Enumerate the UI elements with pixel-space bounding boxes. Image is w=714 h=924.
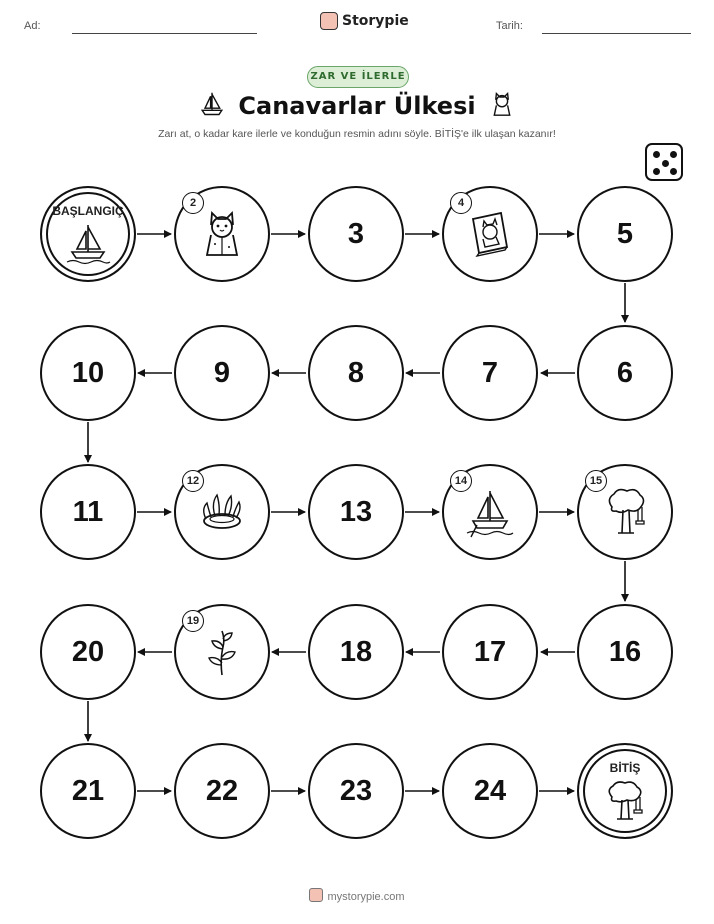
- footer: [0, 888, 714, 903]
- space-number: 21: [71, 774, 105, 807]
- space-23[interactable]: [308, 743, 404, 839]
- space-number: 17: [473, 635, 507, 668]
- start-label: BAŞLANGIÇ: [52, 204, 124, 218]
- space-24[interactable]: [442, 743, 538, 839]
- space-10[interactable]: [40, 325, 136, 421]
- sailboat-icon: [63, 222, 113, 266]
- space-20[interactable]: [40, 604, 136, 700]
- finish-label: BİTİŞ: [609, 761, 641, 775]
- footer-url[interactable]: mystorypie.com: [327, 891, 405, 903]
- sailboat-icon: [463, 485, 517, 539]
- space-number: 22: [205, 774, 239, 807]
- brand-name: Storypie: [342, 13, 409, 29]
- sprout-icon: [195, 625, 249, 679]
- space-number: 11: [72, 495, 104, 528]
- space-8[interactable]: [308, 325, 404, 421]
- game-type-tag: ZAR VE İLERLE: [307, 66, 409, 88]
- raincoat-cat-icon: [195, 207, 249, 261]
- name-label: Ad:: [24, 20, 41, 32]
- space-15[interactable]: [577, 464, 673, 560]
- space-number: 2: [182, 192, 204, 214]
- space-number: 14: [450, 470, 472, 492]
- space-16[interactable]: [577, 604, 673, 700]
- monster-book-icon: [463, 207, 517, 261]
- tree-swing-icon: [600, 779, 650, 823]
- space-17[interactable]: [442, 604, 538, 700]
- space-number: 15: [585, 470, 607, 492]
- date-label: Tarih:: [496, 20, 523, 32]
- space-number: 7: [481, 356, 499, 389]
- space-9[interactable]: [174, 325, 270, 421]
- space-number: 9: [213, 356, 231, 389]
- space-number: 24: [473, 774, 507, 807]
- space-number: 16: [608, 635, 642, 668]
- space-7[interactable]: [442, 325, 538, 421]
- space-18[interactable]: [308, 604, 404, 700]
- space-6[interactable]: [577, 325, 673, 421]
- space-22[interactable]: [174, 743, 270, 839]
- space-number: 8: [347, 356, 365, 389]
- space-number: 6: [616, 356, 634, 389]
- space-number: 18: [339, 635, 373, 668]
- space-number: 5: [616, 217, 634, 250]
- start-space[interactable]: [40, 186, 136, 282]
- space-12[interactable]: [174, 464, 270, 560]
- space-5[interactable]: [577, 186, 673, 282]
- bird-nest-icon: [195, 485, 249, 539]
- storypie-logo-icon: [309, 888, 323, 902]
- space-number: 4: [450, 192, 472, 214]
- space-number: 10: [71, 356, 105, 389]
- space-19[interactable]: [174, 604, 270, 700]
- space-4[interactable]: [442, 186, 538, 282]
- space-13[interactable]: [308, 464, 404, 560]
- tree-swing-icon: [598, 485, 652, 539]
- space-number: 3: [347, 217, 365, 250]
- space-3[interactable]: [308, 186, 404, 282]
- space-number: 12: [182, 470, 204, 492]
- space-number: 20: [71, 635, 105, 668]
- space-11[interactable]: [40, 464, 136, 560]
- title-text: Canavarlar Ülkesi: [238, 92, 476, 120]
- space-number: 19: [182, 610, 204, 632]
- space-number: 13: [339, 495, 373, 528]
- space-number: 23: [339, 774, 373, 807]
- instructions: Zarı at, o kadar kare ilerle ve konduğun resmin adını söyle. BİTİŞ'e ilk ulaşan kazanır!: [158, 128, 556, 140]
- space-21[interactable]: [40, 743, 136, 839]
- space-14[interactable]: [442, 464, 538, 560]
- space-2[interactable]: [174, 186, 270, 282]
- finish-space[interactable]: [577, 743, 673, 839]
